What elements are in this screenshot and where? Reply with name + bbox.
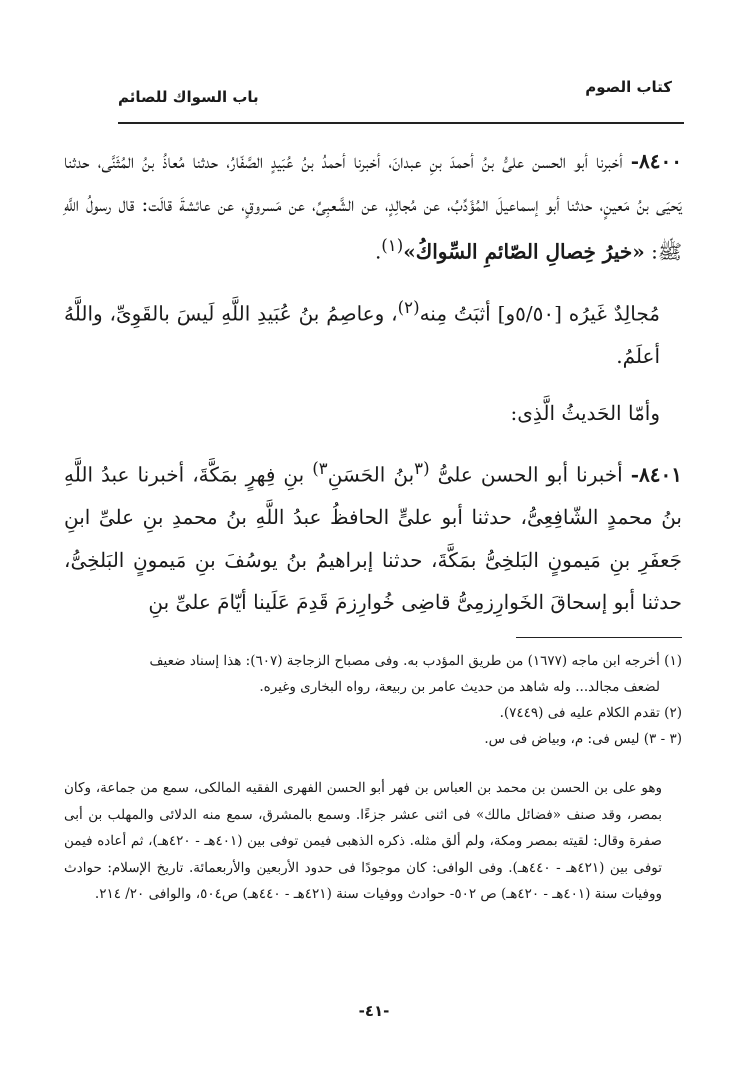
book-title: كتاب الصوم	[585, 78, 672, 96]
hadith-matn: «خيرُ خِصالِ الصّائمِ السِّواكُ»	[403, 239, 645, 264]
footnote-rule	[516, 637, 682, 638]
footnote-ref: (٢)	[397, 298, 420, 318]
header-rule	[118, 122, 684, 124]
footnote-1: (١) أخرجه ابن ماجه (١٦٧٧) من طريق المؤدب به. وفى مصباح الزجاجة (٦٠٧): هذا إسناد ضعيف	[149, 653, 682, 669]
manuscript-ref: [٥/٥٠و]	[497, 301, 562, 326]
biography-text: وهو على بن الحسن بن محمد بن العباس بن فهر أبو الحسن الفهرى الفقيه المالكى، سمع من جماعة، وكان بمصر، وقد صنف «فضائل مالك» فى اثنى عشر جزءًا. وسمع بالمشرق، سمع منه الدلائى والمهلب بن أبى صفرة وقال: لقيته بمصر ومكة، ولم ألق مثله. ذكره الذهبى فيمن توفى بين (٤٠١هـ - ٤٢٠هـ)، ثم أعاده فيمن توفى بين (٤٢١هـ - ٤٤٠هـ). وفى الوافى: كان موجودًا فى حدود الأربعين والأربعمائة. تاريخ الإسلام: حوادث ووفيات سنة (٤٠١هـ - ٤٢٠هـ) ص ٥٠٢- حوادث ووفيات سنة (٤٢١هـ - ٤٤٠هـ) ص٥٠٤، والوافى ٢٠/ ٢١٤.	[64, 780, 662, 902]
chapter-title: باب السواك للصائم	[118, 88, 259, 106]
biography-note	[64, 775, 662, 908]
isnad-text: بنُ الحَسَنِ	[327, 462, 415, 487]
footnote-ref: (٣	[414, 459, 430, 479]
hadith-8401	[64, 448, 682, 624]
footnotes	[64, 648, 682, 752]
commentary-c: ، وعاصِمُ بنُ عُبَيدِ اللَّهِ لَيسَ بالقَوِىِّ، واللَّهُ أعلَمُ.	[64, 301, 660, 369]
footnote-ref: (١)	[381, 236, 404, 255]
footnote-ref: ٣)	[312, 459, 328, 479]
isnad-text: أخبرنا أبو الحسن علىُّ	[429, 462, 631, 487]
main-text	[64, 140, 682, 624]
isnad-text: بنِ فِهرٍ بمَكَّةَ، أخبرنا عبدُ اللَّهِ بنُ محمدٍ الشّافِعِىُّ، حدثنا أبو علىٍّ الحافظُ عبدُ اللَّهِ بنُ محمدِ بنِ علىِّ ابنِ جَعفَرِ بنِ مَيمونٍ البَلخِىُّ بمَكَّةَ، حدثنا إبراهيمُ بنُ يوسُفَ بنِ مَيمونٍ البَلخِىُّ، حدثنا أبو إسحاقَ الخَوارِزمِىُّ قاضِى خُوارِزمَ قَدِمَ عَلَينا أيّامَ علىِّ بنِ	[64, 462, 682, 615]
commentary-b: أثبَتُ مِنه	[419, 301, 498, 326]
footnote-2: (٢) تقدم الكلام عليه فى (٧٤٤٩).	[499, 705, 682, 721]
hadith-8400: ٨٤٠٠- أخبرنا أبو الحسن علىُّ بنُ أحمدَ بنِ عبدانَ، أخبرنا أحمدُ بنُ عُبَيدٍ الصَّفّارُ، حدثنا مُعاذُ بنُ المُثَنَّى، حدثنا يَحيَى بنُ مَعينٍ، حدثنا أبو إسماعيلَ المُؤَدِّبُ، عن مُجالِدٍ، عن الشَّعبِىِّ، عن مَسروقٍ، عن عائشةَ قالَت: قال رسولُ اللَّهِ ﷺ: «خيرُ خِصالِ الصّائمِ السِّواكُ»$^{(١)}$.	[64, 149, 683, 264]
hadith-number: ٨٤٠٠-	[630, 149, 683, 173]
commentary-paragraph	[64, 287, 682, 378]
hadith-number: ٨٤٠١-	[630, 462, 682, 487]
footnote-1-continued: لضعف مجالد... وله شاهد من حديث عامر بن ربيعة، رواه البخارى وغيره.	[259, 679, 660, 695]
page-number: -٤١-	[358, 1002, 390, 1020]
commentary-a: مُجالِدٌ غَيرُه	[561, 301, 661, 326]
isnad-text: أخبرنا أبو الحسن علىُّ بنُ أحمدَ بنِ عبدانَ، أخبرنا أحمدُ بنُ عُبَيدٍ الصَّفّارُ، حدثنا مُعاذُ بنُ المُثَنَّى، حدثنا يَحيَى بنُ مَعينٍ، حدثنا أبو إسماعيلَ المُؤَدِّبُ، عن مُجالِدٍ، عن الشَّعبِىِّ، عن مَسروقٍ، عن عائشةَ قالَت: قال رسولُ اللَّهِ ﷺ:	[64, 149, 682, 264]
transition-line: وأمّا الحَديثُ الَّذِى:	[510, 400, 660, 425]
footnote-3: (٣ - ٣) ليس فى: م، وبياض فى س.	[484, 731, 682, 747]
